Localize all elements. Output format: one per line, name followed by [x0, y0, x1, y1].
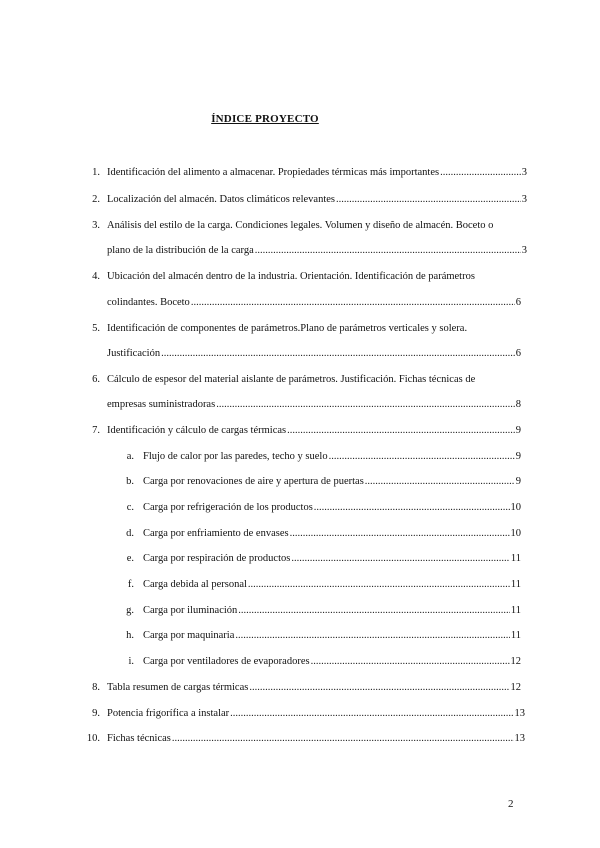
toc-page: 11: [510, 553, 521, 564]
toc-text: colindantes. Boceto: [107, 297, 190, 308]
toc-text: Potencia frigorífica a instalar: [107, 708, 230, 719]
dot-leader: [314, 501, 510, 514]
toc-number: 1.: [92, 167, 100, 178]
toc-text: plano de la distribución de la carga: [107, 245, 254, 256]
toc-text: Carga por enfriamiento de envases: [143, 528, 289, 539]
toc-subentry: [143, 501, 521, 514]
toc-entry-line1: [107, 270, 527, 283]
dot-leader: [248, 578, 510, 591]
page-number: 2: [508, 798, 514, 810]
toc-page: 11: [510, 605, 521, 616]
toc-text: Carga por ventiladores de evaporadores: [143, 656, 310, 667]
toc-entry-line2: [107, 244, 527, 257]
toc-subentry: [143, 475, 521, 488]
toc-page: 9: [515, 451, 521, 462]
toc-entry: [107, 681, 521, 694]
toc-text: Carga por maquinaria: [143, 630, 235, 641]
toc-text: Carga debida al personal: [143, 579, 247, 590]
toc-page: 3: [521, 245, 527, 256]
dot-leader: [287, 424, 515, 437]
toc-page: 12: [510, 682, 521, 693]
toc-entry: [107, 732, 525, 745]
toc-entry-line2: [107, 347, 521, 360]
dot-leader: [172, 732, 514, 745]
toc-entry-line1: [107, 322, 527, 335]
toc-subentry: [143, 629, 521, 642]
toc-number: 8.: [92, 682, 100, 693]
toc-page: 6: [515, 348, 521, 359]
toc-text: Carga por respiración de productos: [143, 553, 291, 564]
toc-subentry: [143, 578, 521, 591]
toc-text: Identificación del alimento a almacenar. Propiedades térmicas más importantes: [107, 167, 440, 178]
toc-subnumber: i.: [128, 656, 134, 667]
toc-entry-line2: [107, 296, 521, 309]
page-title: ÍNDICE PROYECTO: [211, 113, 319, 125]
toc-text: Identificación y cálculo de cargas térmicas: [107, 425, 287, 436]
toc-number: 9.: [92, 708, 100, 719]
toc-page: 12: [510, 656, 521, 667]
toc-subnumber: g.: [126, 605, 134, 616]
toc-page: 9: [515, 425, 521, 436]
toc-text: Localización del almacén. Datos climáticos relevantes: [107, 194, 335, 205]
toc-number: 4.: [92, 271, 100, 282]
dot-leader: [365, 475, 515, 488]
dot-leader: [249, 681, 509, 694]
toc-subnumber: h.: [126, 630, 134, 641]
toc-text: Tabla resumen de cargas térmicas: [107, 682, 249, 693]
toc-entry: [107, 707, 525, 720]
dot-leader: [191, 296, 515, 309]
dot-leader: [216, 398, 515, 411]
toc-entry-line1: [107, 219, 527, 232]
toc-entry: [107, 193, 527, 206]
toc-page: 10: [510, 502, 521, 513]
toc-entry-line2: [107, 398, 521, 411]
toc-page: 11: [510, 579, 521, 590]
dot-leader: [255, 244, 521, 257]
toc-subentry: [143, 527, 521, 540]
toc-subentry: [143, 552, 521, 565]
toc-number: 2.: [92, 194, 100, 205]
toc-page: 9: [515, 476, 521, 487]
toc-page: 3: [521, 194, 527, 205]
dot-leader: [311, 655, 510, 668]
toc-text: empresas suministradoras: [107, 399, 216, 410]
toc-subnumber: b.: [126, 476, 134, 487]
toc-text: Cálculo de espesor del material aislante de parámetros. Justificación. Fichas técnicas de: [107, 374, 476, 385]
toc-text: Carga por iluminación: [143, 605, 238, 616]
toc-subentry: [143, 450, 521, 463]
toc-subnumber: f.: [127, 579, 134, 590]
toc-subentry: [143, 604, 521, 617]
toc-number: 5.: [92, 323, 100, 334]
toc-page: 13: [514, 708, 525, 719]
dot-leader: [161, 347, 515, 360]
toc-text: Ubicación del almacén dentro de la industria. Orientación. Identificación de parámetros: [107, 271, 475, 282]
dot-leader: [230, 707, 513, 720]
toc-page: 10: [510, 528, 521, 539]
toc-number: 6.: [92, 374, 100, 385]
dot-leader: [235, 629, 510, 642]
toc-page: 8: [515, 399, 521, 410]
dot-leader: [336, 193, 521, 206]
toc-text: Fichas técnicas: [107, 733, 171, 744]
dot-leader: [329, 450, 515, 463]
toc-page: 13: [514, 733, 525, 744]
toc-page: 3: [521, 167, 527, 178]
dot-leader: [291, 552, 510, 565]
toc-text: Identificación de componentes de parámetros.Plano de parámetros verticales y solera.: [107, 323, 468, 334]
toc-text: Flujo de calor por las paredes, techo y suelo: [143, 451, 328, 462]
toc-text: Análisis del estilo de la carga. Condiciones legales. Volumen y diseño de almacén. Boceto o: [107, 220, 494, 231]
toc-entry: [107, 424, 521, 437]
toc-text: Justificación: [107, 348, 161, 359]
toc-subnumber: a.: [126, 451, 134, 462]
toc-text: Carga por refrigeración de los productos: [143, 502, 313, 513]
toc-text: Carga por renovaciones de aire y apertura de puertas: [143, 476, 364, 487]
dot-leader: [440, 166, 521, 179]
toc-page: 11: [510, 630, 521, 641]
toc-subnumber: c.: [126, 502, 134, 513]
toc-page: 6: [515, 297, 521, 308]
dot-leader: [238, 604, 510, 617]
toc-subnumber: d.: [126, 528, 134, 539]
toc-subnumber: e.: [126, 553, 134, 564]
toc-entry-line1: [107, 373, 527, 386]
dot-leader: [290, 527, 510, 540]
toc-number: 10.: [86, 733, 100, 744]
toc-subentry: [143, 655, 521, 668]
toc-entry: [107, 166, 527, 179]
toc-number: 3.: [92, 220, 100, 231]
toc-number: 7.: [92, 425, 100, 436]
